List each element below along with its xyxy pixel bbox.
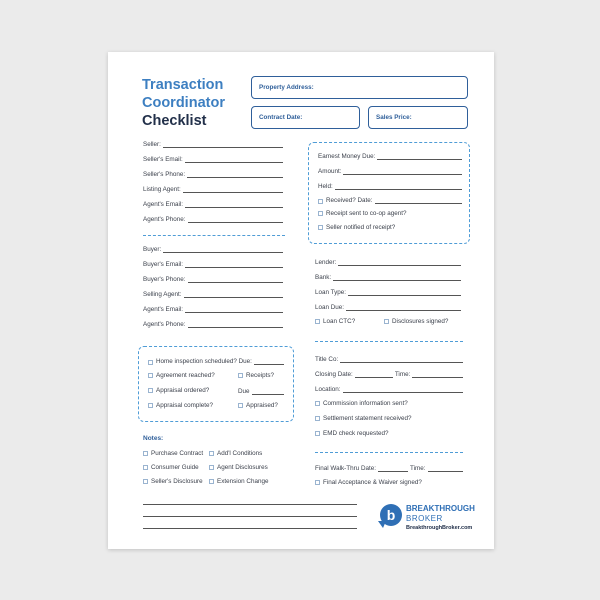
checkbox[interactable] (209, 451, 214, 456)
brand-name-line-2: BROKER (406, 514, 443, 523)
checkbox[interactable] (143, 479, 148, 484)
note-extension-change[interactable]: Extension Change (209, 477, 268, 486)
property-address-label: Property Address: (259, 84, 314, 91)
earnest-received-field[interactable]: Received? Date: (318, 195, 462, 204)
selling-agent-field[interactable]: Selling Agent: (143, 289, 283, 298)
section-divider (315, 452, 463, 453)
checklist-page (108, 52, 494, 549)
checkbox[interactable] (315, 401, 320, 406)
commission-check[interactable]: Commission information sent? (315, 399, 408, 408)
location-field[interactable]: Location: (315, 384, 463, 393)
seller-phone-field[interactable]: Seller's Phone: (143, 169, 283, 178)
loan-type-field[interactable]: Loan Type: (315, 287, 461, 296)
contract-date-label: Contract Date: (259, 114, 303, 121)
notes-line[interactable] (143, 516, 357, 517)
selling-agent-phone-field[interactable]: Agent's Phone: (143, 319, 283, 328)
note-sellers-disclosure[interactable]: Seller's Disclosure (143, 477, 203, 486)
home-inspection-field[interactable]: Home inspection scheduled? Due: (148, 356, 284, 365)
walk-thru-field[interactable]: Final Walk-Thru Date: Time: (315, 463, 463, 472)
checkbox[interactable] (318, 225, 323, 230)
section-divider (143, 235, 285, 236)
checkbox[interactable] (318, 211, 323, 216)
checkbox[interactable] (143, 465, 148, 470)
loan-due-field[interactable]: Loan Due: (315, 302, 461, 311)
title-line-3: Checklist (142, 113, 207, 129)
checkbox[interactable] (384, 319, 389, 324)
earnest-held-field[interactable]: Held: (318, 181, 462, 190)
title-line-1: Transaction (142, 77, 224, 93)
agreement-reached-check[interactable]: Agreement reached? (148, 371, 215, 380)
property-address-box[interactable] (251, 76, 468, 99)
checkbox[interactable] (315, 480, 320, 485)
checkbox[interactable] (315, 431, 320, 436)
disclosures-signed-check[interactable]: Disclosures signed? (384, 317, 448, 326)
seller-notified-check[interactable]: Seller notified of receipt? (318, 223, 395, 232)
checkbox[interactable] (238, 373, 243, 378)
sales-price-label: Sales Price: (376, 114, 412, 121)
final-acceptance-check[interactable]: Final Acceptance & Waiver signed? (315, 478, 422, 487)
brand-url[interactable]: BreakthroughBroker.com (406, 525, 473, 531)
closing-date-field[interactable]: Closing Date: Time: (315, 369, 463, 378)
buyer-phone-field[interactable]: Buyer's Phone: (143, 274, 283, 283)
appraisal-due-field[interactable]: Due (238, 386, 284, 395)
settlement-check[interactable]: Settlement statement received? (315, 414, 412, 423)
lender-field[interactable]: Lender: (315, 257, 461, 266)
checkbox[interactable] (148, 403, 153, 408)
buyer-email-field[interactable]: Buyer's Email: (143, 259, 283, 268)
checkbox[interactable] (318, 199, 323, 204)
listing-agent-email-field[interactable]: Agent's Email: (143, 199, 283, 208)
receipts-check[interactable]: Receipts? (238, 371, 274, 380)
checkbox[interactable] (148, 388, 153, 393)
checkbox[interactable] (315, 416, 320, 421)
checkbox[interactable] (148, 373, 153, 378)
sales-price-box[interactable] (368, 106, 468, 129)
checkbox[interactable] (315, 319, 320, 324)
appraisal-complete-check[interactable]: Appraisal complete? (148, 401, 213, 410)
checkbox[interactable] (209, 479, 214, 484)
note-addl-conditions[interactable]: Add'l Conditions (209, 449, 262, 458)
buyer-field[interactable]: Buyer: (143, 244, 283, 253)
bank-field[interactable]: Bank: (315, 272, 461, 281)
checkbox[interactable] (148, 360, 153, 365)
listing-agent-phone-field[interactable]: Agent's Phone: (143, 214, 283, 223)
title-line-2: Coordinator (142, 95, 225, 111)
emd-check[interactable]: EMD check requested? (315, 429, 388, 438)
appraised-check[interactable]: Appraised? (238, 401, 278, 410)
note-purchase-contract[interactable]: Purchase Contract (143, 449, 203, 458)
checkbox[interactable] (238, 403, 243, 408)
notes-heading: Notes: (143, 435, 164, 442)
loan-ctc-check[interactable]: Loan CTC? (315, 317, 355, 326)
receipt-sent-check[interactable]: Receipt sent to co-op agent? (318, 209, 407, 218)
notes-line[interactable] (143, 504, 357, 505)
brand-name-line-1: BREAKTHROUGH (406, 504, 475, 513)
title-co-field[interactable]: Title Co: (315, 354, 463, 363)
seller-email-field[interactable]: Seller's Email: (143, 154, 283, 163)
checkbox[interactable] (143, 451, 148, 456)
brand-logo-tail (378, 521, 386, 528)
appraisal-ordered-check[interactable]: Appraisal ordered? (148, 386, 209, 395)
notes-line[interactable] (143, 528, 357, 529)
earnest-amount-field[interactable]: Amount: (318, 166, 462, 175)
section-divider (315, 341, 463, 342)
note-consumer-guide[interactable]: Consumer Guide (143, 463, 199, 472)
selling-agent-email-field[interactable]: Agent's Email: (143, 304, 283, 313)
note-agent-disclosures[interactable]: Agent Disclosures (209, 463, 268, 472)
brand-logo-icon: b (380, 504, 402, 526)
seller-field[interactable]: Seller: (143, 139, 283, 148)
earnest-money-due-field[interactable]: Earnest Money Due: (318, 151, 462, 160)
listing-agent-field[interactable]: Listing Agent: (143, 184, 283, 193)
checkbox[interactable] (209, 465, 214, 470)
contract-date-box[interactable] (251, 106, 360, 129)
